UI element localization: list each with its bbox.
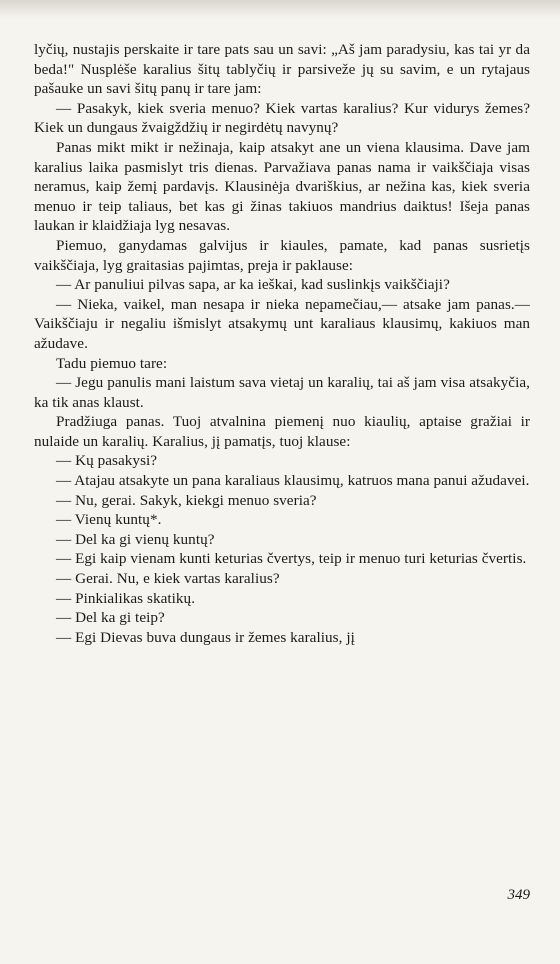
paragraph: — Vienų kuntų*.	[56, 511, 162, 529]
paragraph: — Egi kaip vienam kunti keturias čvertys, teip ir menuo turi keturias čvertis.	[56, 550, 527, 568]
paragraph: lyčių, nustajis perskaite ir tare pats sau un savi: „Aš jam paradysiu, kas tai yr da beda!" Nusplėše karalius šitų tablyčių ir parsiveže jų su savim, e un rytajaus pašauke un savi šitų panų ir tare jam:	[34, 41, 530, 98]
paragraph: — Kų pasakysi?	[56, 452, 158, 470]
paragraph: — Jegu panulis mani laistum sava vietaj un karalių, tai aš jam visa atsakyčia, ka tik anas klaust.	[34, 374, 530, 411]
paragraph: — Nieka, vaikel, man nesapa ir nieka nepamečiau,— atsake jam panas.— Vaikščiaju ir negaliu išmislyt atsakymų unt karaliaus klausimų, kakiuos man ažudave.	[34, 295, 530, 352]
paragraph: — Egi Dievas buva dungaus ir žemes karalius, jį	[56, 628, 355, 646]
paragraph: — Atajau atsakyte un pana karaliaus klausimų, katruos mana panui ažudavei.	[56, 472, 530, 490]
paragraph: — Del ka gi teip?	[56, 609, 165, 627]
paragraph: — Ar panuliui pilvas sapa, ar ka ieškai, kad suslinkįs vaikščiaji?	[56, 276, 450, 294]
paragraph: — Nu, gerai. Sakyk, kiekgi menuo sveria?	[56, 491, 317, 509]
paragraph: — Pinkialikas skatikų.	[56, 589, 196, 607]
paragraph: Pradžiuga panas. Tuoj atvalnina piemenį nuo kiaulių, aptaise gražiai ir nulaide un karalių. Karalius, jį pamatįs, tuoj klause:	[34, 413, 530, 450]
page-number: 349	[507, 887, 530, 903]
book-page	[34, 40, 530, 647]
paragraph: Piemuo, ganydamas galvijus ir kiaules, pamate, kad panas susrietįs vaikščiaja, lyg graitasias pajimtas, preja ir paklause:	[34, 236, 530, 274]
paragraph: — Del ka gi vienų kuntų?	[56, 530, 215, 548]
page-top-shadow	[0, 0, 560, 18]
paragraph: — Gerai. Nu, e kiek vartas karalius?	[56, 570, 280, 588]
paragraph: Tadu piemuo tare:	[56, 354, 168, 372]
paragraph: — Pasakyk, kiek sveria menuo? Kiek vartas karalius? Kur vidurys žemes? Kiek un dungaus žvaigždžių ir negirdėtų navynų?	[34, 99, 530, 137]
body-text	[34, 40, 530, 647]
paragraph: Panas mikt mikt ir nežinaja, kaip atsakyt ane un viena klausima. Dave jam karalius laika pasmislyt tris dienas. Parvažiava panas nama ir vaikščiaja visas neramus, kaip žemį pardavįs. Klausinėja dvariškius, ar nežina kas, kiek sveria menuo ir teip taliaus, bet kas gi žinas takiuos mandrius daiktus! Išeja panas laukan ir klaidžiaja lyg nesavas.	[34, 138, 530, 235]
